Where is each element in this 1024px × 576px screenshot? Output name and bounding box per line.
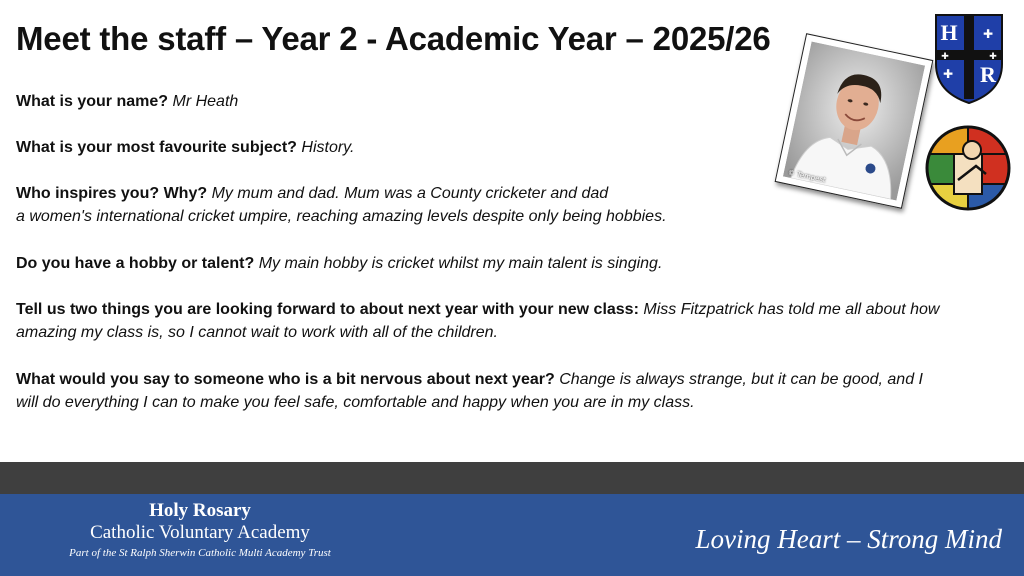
qa-nervous-advice — [16, 368, 946, 414]
answer-text: Change is always strange, but it can be good, and I will do everything I can to make you feel safe, comfortable and happy when you are in my class. — [16, 371, 923, 411]
question-label: What is your name? — [16, 93, 169, 110]
answer-text: Miss Fitzpatrick has told me all about how amazing my class is, so I cannot wait to work with all of the children. — [16, 301, 940, 341]
page-title: Meet the staff – Year 2 - Academic Year – 2025/26 — [16, 20, 771, 57]
photo-watermark: © Tempest — [787, 168, 827, 185]
answer-text: My main hobby is cricket whilst my main talent is singing. — [258, 255, 663, 272]
answer-text: History. — [301, 139, 355, 156]
answer-text: Mr Heath — [172, 93, 239, 110]
qa-inspiration — [16, 182, 946, 228]
trust-name: Part of the St Ralph Sherwin Catholic Multi Academy Trust — [69, 547, 331, 559]
qa-hobby — [16, 252, 946, 275]
svg-text:H: H — [940, 20, 958, 45]
svg-text:✚: ✚ — [982, 27, 994, 41]
question-label: Who inspires you? Why? — [16, 185, 208, 202]
school-name-block — [0, 500, 400, 562]
question-label: What would you say to someone who is a bit nervous about next year? — [16, 371, 555, 388]
svg-text:R: R — [980, 62, 996, 87]
question-label: Tell us two things you are looking forward to about next year with your new class: — [16, 301, 639, 318]
question-label: Do you have a hobby or talent? — [16, 255, 255, 272]
footer-band — [0, 494, 1024, 576]
qa-looking-forward — [16, 298, 946, 344]
svg-text:✚: ✚ — [989, 51, 997, 61]
question-label: What is your most favourite subject? — [16, 139, 297, 156]
svg-text:✚: ✚ — [941, 51, 949, 61]
school-name-line1: Holy Rosary — [149, 500, 251, 521]
school-motto: Loving Heart – Strong Mind — [695, 524, 1002, 554]
svg-text:✚: ✚ — [942, 67, 954, 81]
answer-text: My mum and dad. Mum was a County cricketer and dad — [211, 185, 609, 202]
answer-text-line2: a women's international cricket umpire, reaching amazing levels despite only being hobbies. — [16, 208, 667, 225]
school-crest-logo — [933, 12, 1005, 106]
school-name-line2: Catholic Voluntary Academy — [90, 522, 310, 543]
stained-glass-logo — [924, 124, 1012, 212]
footer-gray-band — [0, 462, 1024, 494]
